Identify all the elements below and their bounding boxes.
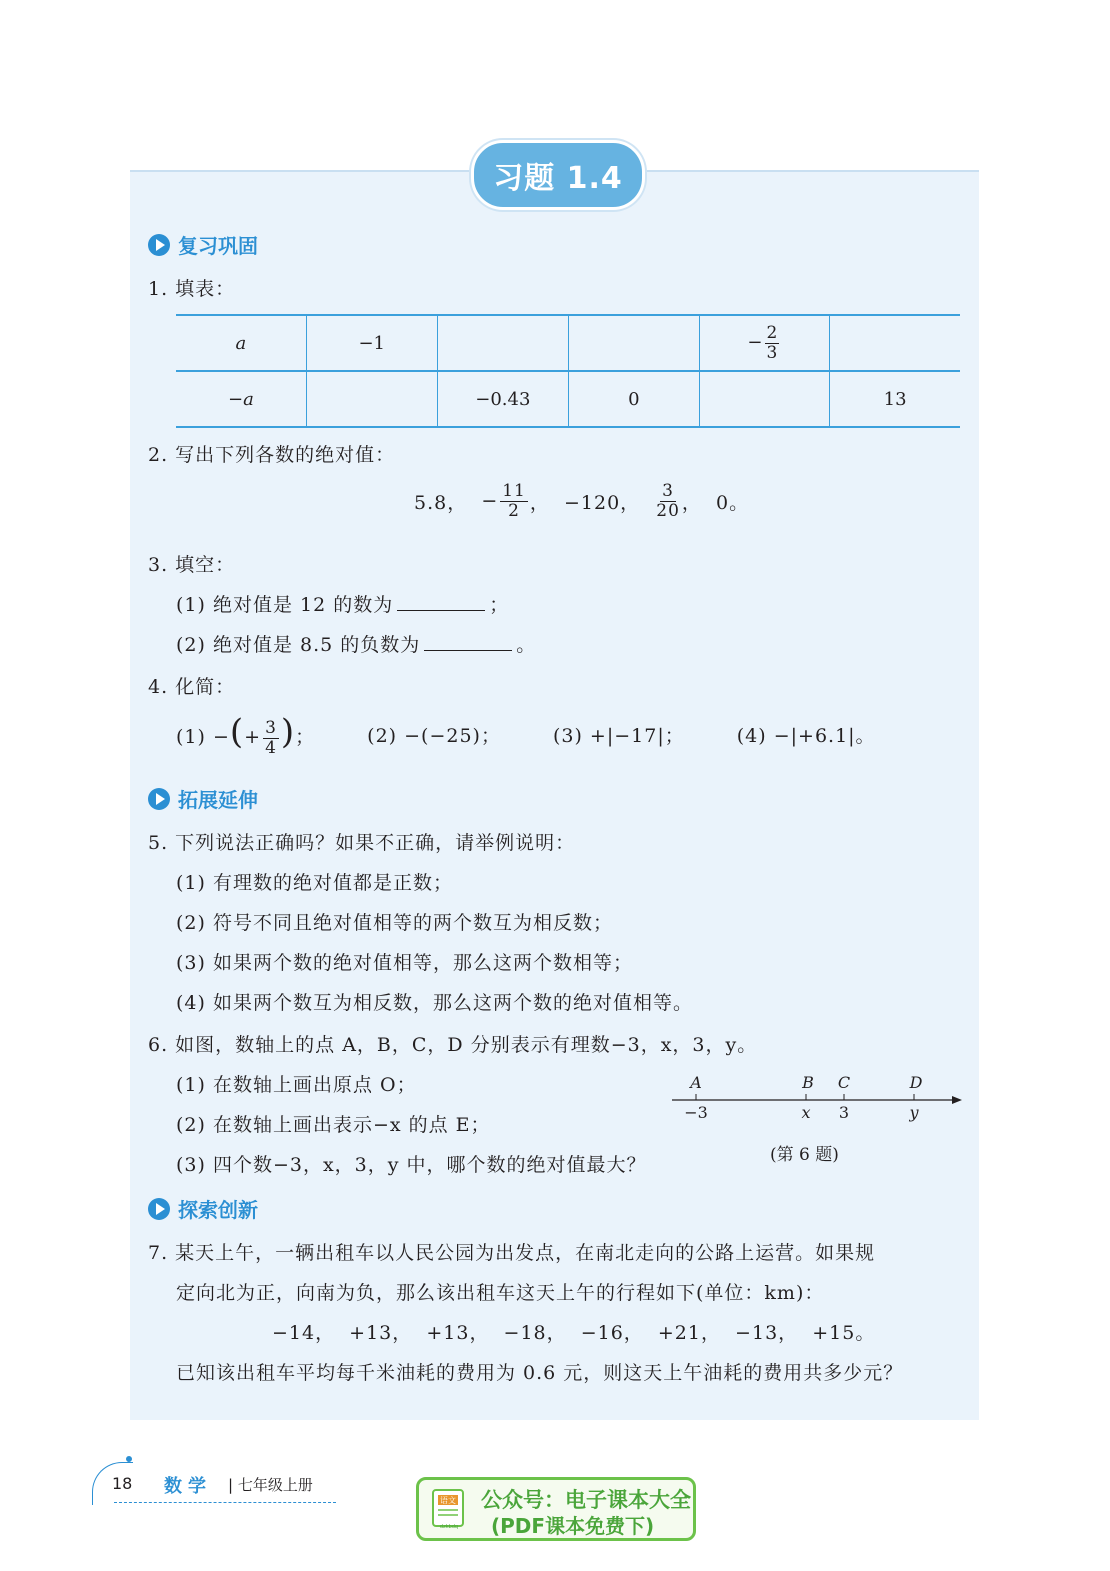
section-review-label: 复习巩固 bbox=[178, 234, 258, 258]
book-icon bbox=[429, 1486, 473, 1530]
q4-part2: (2) −(−25)； bbox=[367, 725, 501, 748]
table-cell[interactable] bbox=[569, 315, 700, 371]
fraction: $\frac{11}{2}$ bbox=[502, 481, 526, 521]
footer-divider bbox=[114, 1502, 336, 1503]
table-cell: −1 bbox=[306, 315, 437, 371]
q3-part2: (2) 绝对值是 8.5 的负数为 。 bbox=[176, 634, 537, 656]
table-row bbox=[176, 371, 960, 427]
point-value-a: −3 bbox=[684, 1103, 708, 1122]
point-value-d: y bbox=[909, 1103, 919, 1122]
q7-values: −14， +13， +13， −18， −16， +21， −13， +15。 bbox=[272, 1322, 876, 1344]
play-icon bbox=[148, 1198, 170, 1220]
q2-values: 5.8， − $\frac{11}{2}$ ， −120， $\frac{3}{20}$ ， 0。 bbox=[414, 481, 750, 521]
q3-stem: 3. 填空： bbox=[148, 554, 236, 576]
q6-part2: (2) 在数轴上画出表示−x 的点 E； bbox=[176, 1114, 491, 1136]
q1-stem: 1. 填表： bbox=[148, 278, 236, 300]
q6-part1: (1) 在数轴上画出原点 O； bbox=[176, 1074, 417, 1096]
table-row bbox=[176, 315, 960, 371]
q5-part4: (4) 如果两个数互为相反数，那么这两个数的绝对值相等。 bbox=[176, 992, 693, 1014]
q5-part2: (2) 符号不同且绝对值相等的两个数互为相反数； bbox=[176, 912, 613, 934]
q3-part1: (1) 绝对值是 12 的数为 ； bbox=[176, 594, 510, 616]
table-cell[interactable] bbox=[306, 371, 437, 427]
section-extend bbox=[148, 784, 258, 813]
section-review bbox=[148, 230, 258, 259]
figure-caption: (第 6 题) bbox=[770, 1145, 839, 1165]
q4-stem: 4. 化简： bbox=[148, 676, 236, 698]
q4-part3: (3) +|−17|； bbox=[552, 725, 685, 748]
point-label-d: D bbox=[909, 1073, 923, 1092]
table-cell: a bbox=[176, 315, 306, 371]
q7-line2: 定向北为正，向南为负，那么该出租车这天上午的行程如下(单位：km)： bbox=[176, 1282, 825, 1304]
q4-part1: (1) −(+ $\frac{3}{4}$ )； bbox=[176, 712, 316, 758]
q7-line1: 7. 某天上午，一辆出租车以人民公园为出发点，在南北走向的公路上运营。如果规 bbox=[148, 1242, 876, 1264]
q6-stem: 6. 如图，数轴上的点 A，B，C，D 分别表示有理数−3，x，3，y。 bbox=[148, 1034, 758, 1056]
point-label-a: A bbox=[690, 1073, 702, 1092]
section-explore bbox=[148, 1194, 258, 1223]
footer-dot bbox=[126, 1456, 132, 1462]
point-value-c: 3 bbox=[838, 1103, 850, 1122]
table-cell: 0 bbox=[569, 371, 700, 427]
q1-table bbox=[176, 314, 960, 428]
logo-subtext: dzkbdq bbox=[439, 1524, 459, 1530]
section-explore-label: 探索创新 bbox=[178, 1198, 258, 1222]
page-footer bbox=[100, 1462, 340, 1504]
point-label-b: B bbox=[802, 1073, 814, 1092]
page-title: 习题 1.4 bbox=[471, 140, 645, 210]
q2-stem: 2. 写出下列各数的绝对值： bbox=[148, 444, 396, 466]
logo-text: 语文 bbox=[440, 1496, 456, 1505]
q5-part1: (1) 有理数的绝对值都是正数； bbox=[176, 872, 453, 894]
section-extend-label: 拓展延伸 bbox=[178, 788, 258, 812]
play-icon bbox=[148, 788, 170, 810]
q5-part3: (3) 如果两个数的绝对值相等，那么这两个数相等； bbox=[176, 952, 633, 974]
number-line-figure bbox=[672, 1070, 962, 1140]
q6-part3: (3) 四个数−3，x，3，y 中，哪个数的绝对值最大？ bbox=[176, 1154, 647, 1176]
table-cell[interactable] bbox=[699, 371, 830, 427]
q5-stem: 5. 下列说法正确吗？如果不正确，请举例说明： bbox=[148, 832, 576, 854]
subject-label: 数学 bbox=[164, 1476, 212, 1497]
answer-blank[interactable] bbox=[397, 609, 485, 611]
q7-line4: 已知该出租车平均每千米油耗的费用为 0.6 元，则这天上午油耗的费用共多少元？ bbox=[176, 1362, 904, 1384]
arrow-icon bbox=[952, 1096, 962, 1104]
grade-label: | 七年级上册 bbox=[228, 1476, 313, 1494]
fraction: $\frac{3}{4}$ bbox=[265, 717, 277, 758]
table-cell[interactable] bbox=[437, 315, 568, 371]
badge-line2: (PDF课本免费下) bbox=[491, 1514, 655, 1538]
page-number: 18 bbox=[112, 1474, 133, 1493]
badge-line1: 公众号：电子课本大全 bbox=[481, 1488, 691, 1512]
watermark-badge bbox=[416, 1477, 696, 1541]
answer-blank[interactable] bbox=[424, 649, 512, 651]
play-icon bbox=[148, 234, 170, 256]
table-cell: 13 bbox=[830, 371, 960, 427]
q4-part4: (4) −|+6.1|。 bbox=[736, 725, 876, 748]
fraction: $\frac{2}{3}$ bbox=[766, 322, 778, 363]
point-value-b: x bbox=[801, 1103, 811, 1122]
table-cell: − $\frac{2}{3}$ bbox=[699, 315, 830, 371]
table-cell: −0.43 bbox=[437, 371, 568, 427]
table-cell[interactable] bbox=[830, 315, 960, 371]
point-label-c: C bbox=[837, 1073, 851, 1092]
q4-parts bbox=[176, 712, 876, 757]
fraction: $\frac{3}{20}$ bbox=[656, 481, 680, 521]
table-cell: −a bbox=[176, 371, 306, 427]
